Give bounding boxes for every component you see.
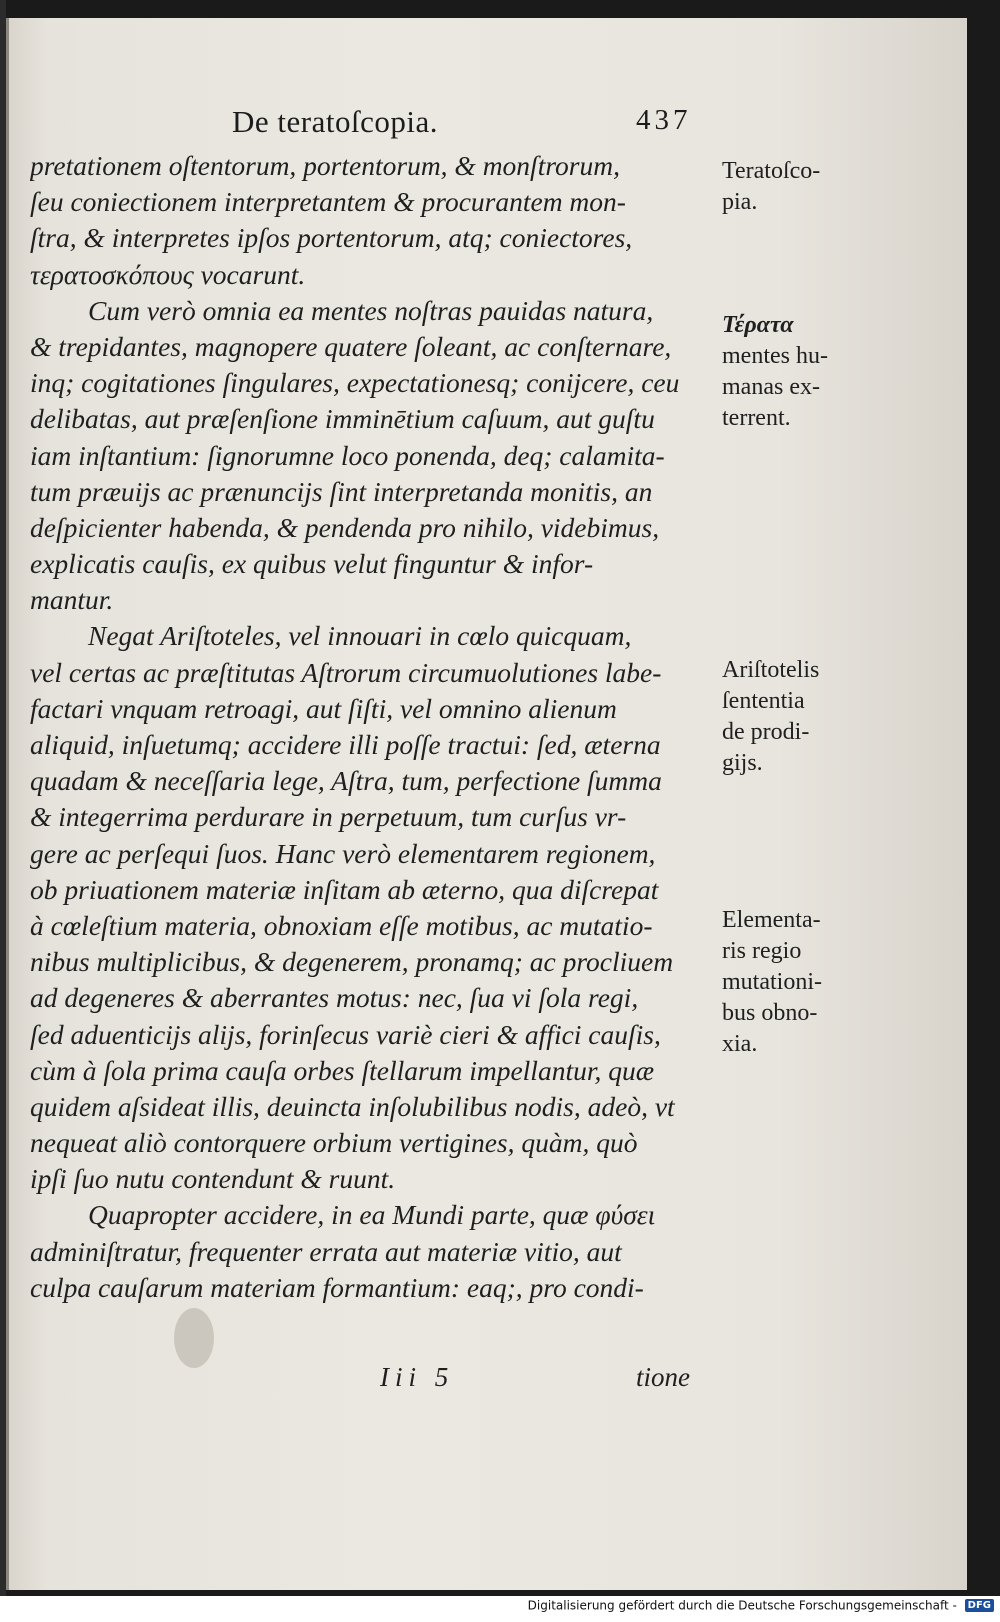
text-line: factari vnquam retroagi, aut ſiſti, vel omnino alienum [30,692,617,724]
margin-note-aristotle [722,655,872,779]
page-number: 437 [636,104,692,136]
dfg-logo-icon: DFG [965,1599,994,1612]
margin-note-line: xia. [722,1031,758,1057]
margin-note-line: manas ex- [722,374,820,400]
text-line: gere ac perſequi ſuos. Hanc verò elementarem regionem, [30,837,656,869]
text-line: & trepidantes, magnopere quatere ſoleant, ac conſternare, [30,330,672,362]
signature-mark: Iii 5 [380,1362,455,1392]
text-line: inq; cogitationes ſingulares, expectationesq; conijcere, ceu [30,367,680,399]
text-line: explicatis cauſis, ex quibus velut finguntur & infor- [30,548,594,580]
text-line: deſpicienter habenda, & pendenda pro nihilo, videbimus, [30,511,660,543]
text-line: ſed aduenticijs alijs, forinſecus variè cieri & affici cauſis, [30,1018,661,1050]
catchword: tione [636,1362,690,1392]
page-stain [174,1308,214,1368]
margin-note-line: bus obno- [722,1000,818,1026]
margin-note-line: mutationi- [722,969,822,995]
text-line: ſtra, & interpretes ipſos portentorum, atq; coniectores, [30,222,633,254]
margin-note-line: Elementa- [722,907,821,933]
text-line: ſeu coniectionem interpretantem & procurantem mon- [30,186,626,218]
text-line: à cœleſtium materia, obnoxiam eſſe motibus, ac mutatio- [30,909,653,941]
text-line: tum præuijs ac prænuncijs ſint interpretanda monitis, an [30,475,653,507]
text-line: mantur. [30,584,114,616]
text-line: ad degeneres & aberrantes motus: nec, ſua vi ſola regi, [30,982,639,1014]
text-line: adminiſtratur, frequenter errata aut materiæ vitio, aut [30,1235,622,1267]
margin-note-teratoscopia [722,156,872,218]
margin-note-line: pia. [722,189,758,215]
credit-text: Digitalisierung gefördert durch die Deutsche Forschungsgemeinschaft - [527,1598,957,1613]
running-title: De teratoſcopia. [232,104,438,139]
text-line: aliquid, inſuetumq; accidere illi poſſe tractui: ſed, æterna [30,729,661,760]
text-line: & integerrima perdurare in perpetuum, tum curſus vr- [30,801,627,833]
page-header [0,104,730,144]
main-text-block [30,148,710,1306]
page-footer [0,1362,730,1398]
margin-note-line: terrent. [722,405,791,431]
margin-note-line: Teratoſco- [722,158,821,184]
text-line: nibus multiplicibus, & degenerem, pronamq; ac procliuem [30,946,674,978]
text-line: Quapropter accidere, in ea Mundi parte, quæ φύσει [88,1199,656,1231]
digitization-credit [0,1598,994,1622]
margin-note-line: gijs. [722,750,763,776]
margin-note-terata [722,310,872,434]
text-line: Negat Ariſtoteles, vel innouari in cœlo quicquam, [88,620,632,652]
margin-note-line: Ariſtotelis [722,657,820,683]
text-line: iam inſtantium: ſignorumne loco ponenda, deq; calamita- [30,439,665,471]
margin-note-line: de prodi- [722,719,810,745]
text-line: ipſi ſuo nutu contendunt & ruunt. [30,1163,396,1195]
text-line: pretationem oſtentorum, portentorum, & monſtrorum, [30,150,620,181]
text-line: delibatas, aut præſenſione imminētium caſuum, aut guſtu [30,403,655,435]
margin-note-line: ris regio [722,938,802,964]
text-line: τερατοσκόπους vocarunt. [30,258,306,290]
text-line: ob priuationem materiæ inſitam ab æterno, qua diſcrepat [30,873,659,905]
margin-note-elementaris [722,905,872,1060]
margin-note-line: Τέρατα [722,312,794,338]
text-line: culpa cauſarum materiam formantium: eaq;, pro condi- [30,1271,644,1303]
margin-note-line: mentes hu- [722,343,828,369]
text-line: quadam & neceſſaria lege, Aſtra, tum, perfectione ſumma [30,765,662,797]
text-line: vel certas ac præſtitutas Aſtrorum circumuolutiones labe- [30,656,662,688]
text-line: cùm à ſola prima cauſa orbes ſtellarum impellantur, quæ [30,1054,655,1086]
margin-note-line: ſententia [722,688,805,714]
text-line: Cum verò omnia ea mentes noſtras pauidas natura, [88,294,654,326]
text-line: nequeat aliò contorquere orbium vertigines, quàm, quò [30,1127,638,1159]
text-line: quidem aſsideat illis, deuincta inſolubilibus nodis, adeò, vt [30,1090,675,1122]
